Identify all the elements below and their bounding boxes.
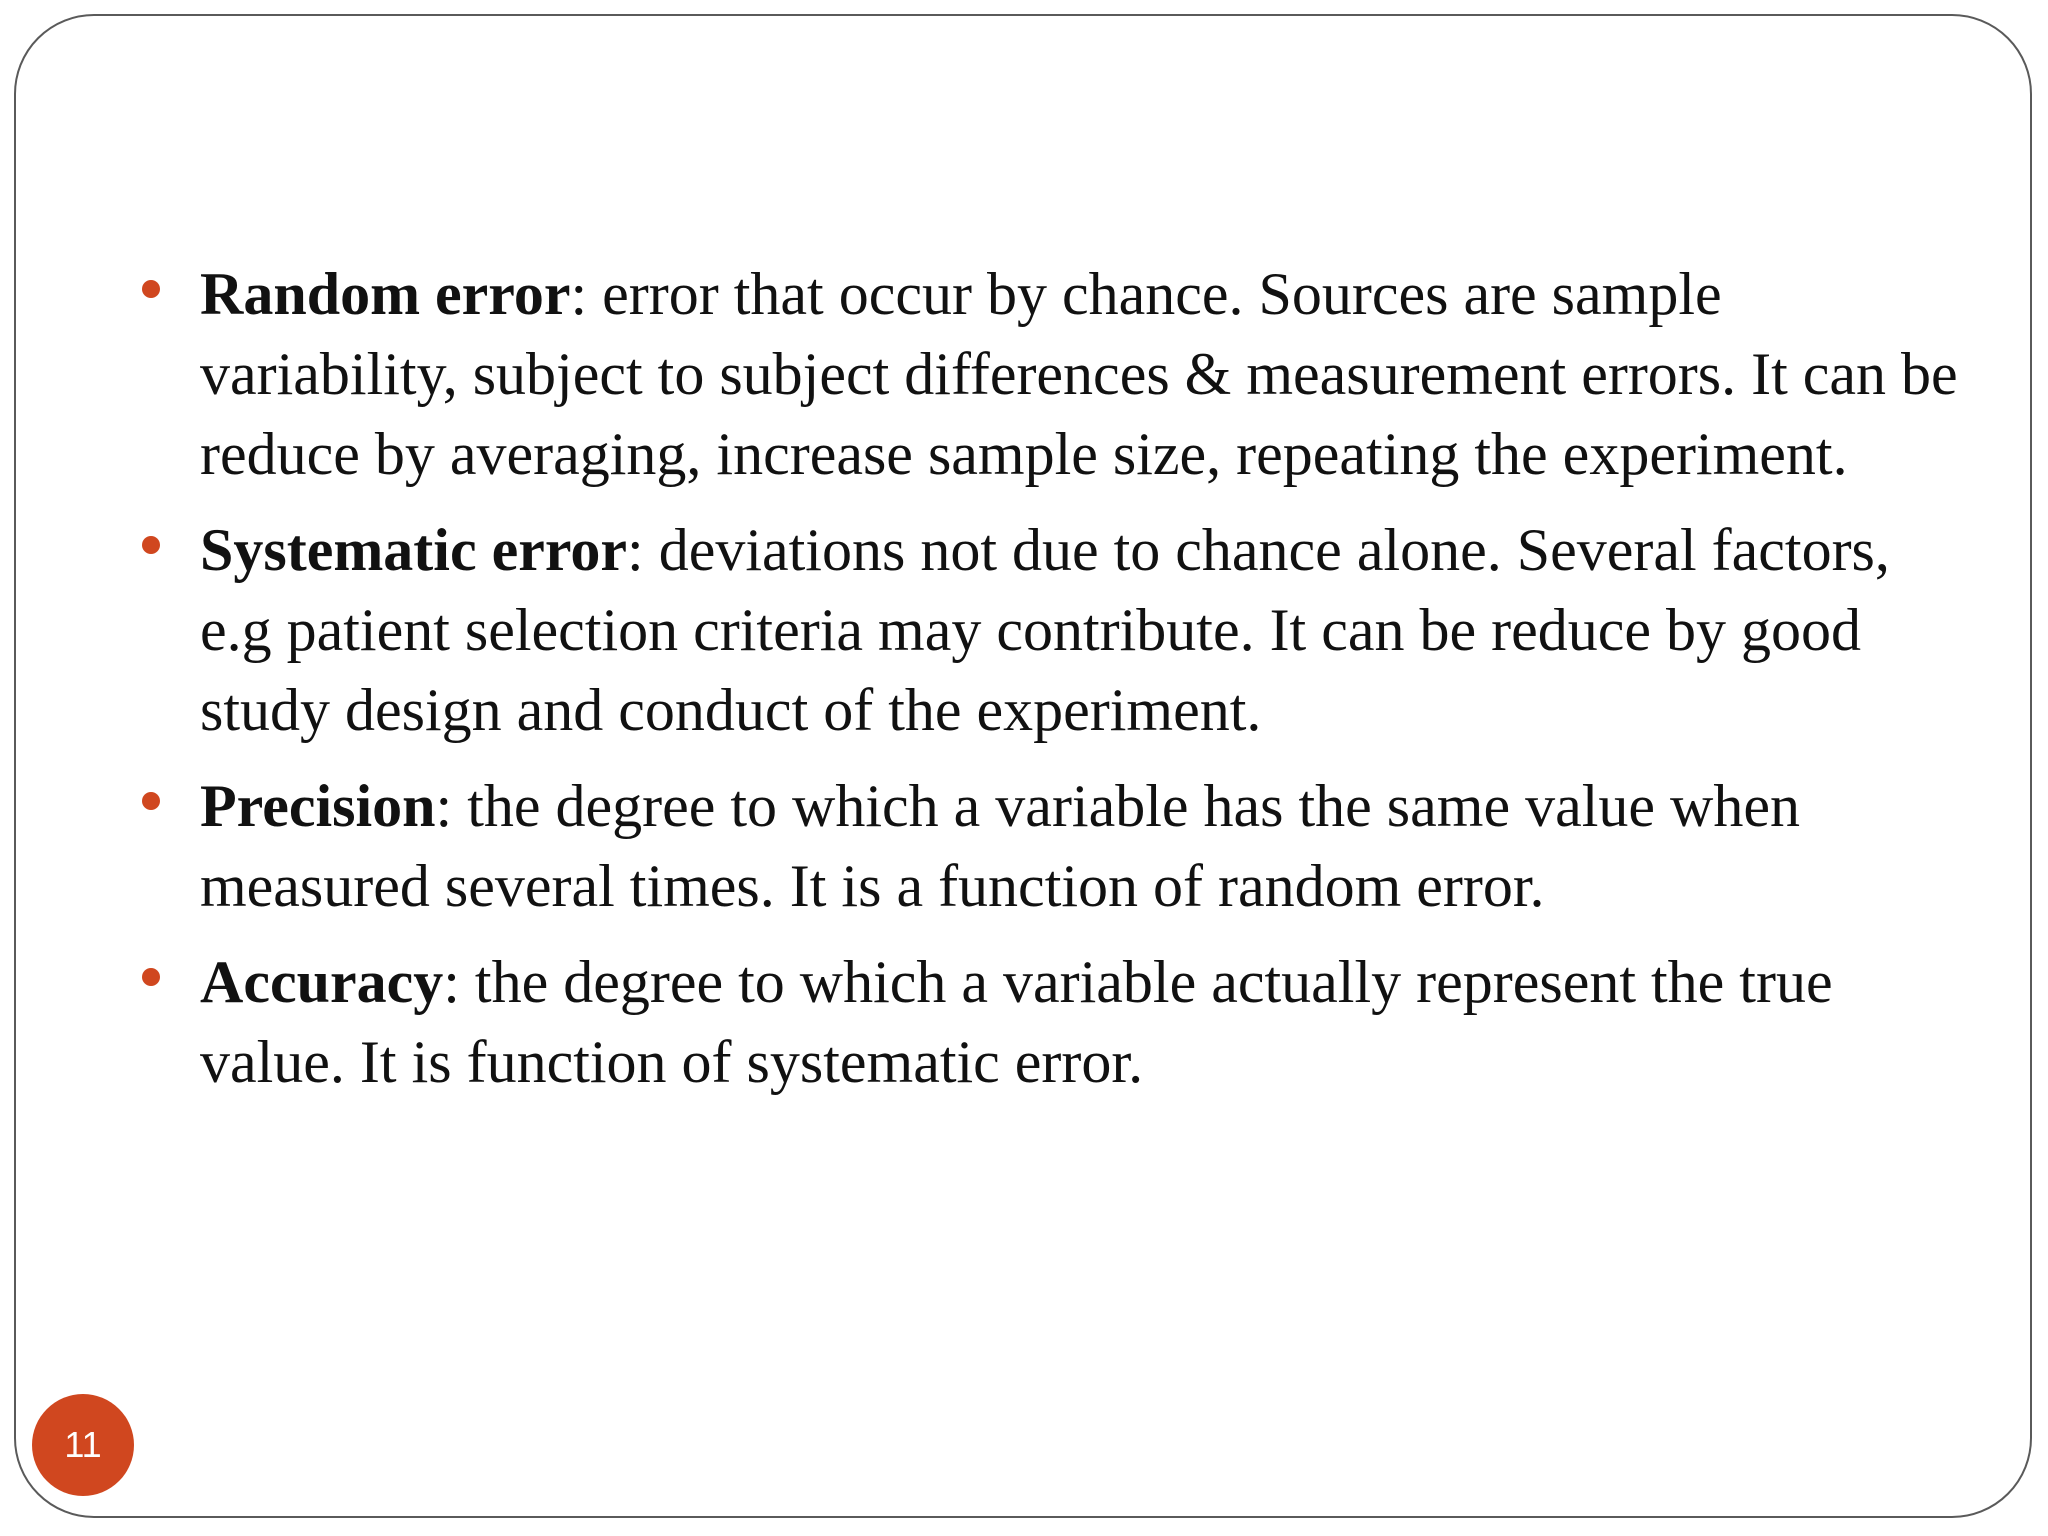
bullet-text: : the degree to which a variable actually represent the true value. It is function of systematic error. [200, 949, 1833, 1095]
slide-frame [14, 14, 2032, 1518]
bullet-text: : the degree to which a variable has the same value when measured several times. It is a function of random error. [200, 773, 1800, 919]
bullet-term: Precision [200, 773, 436, 839]
bullet-dot-icon [142, 280, 160, 298]
bullet-dot-icon [142, 536, 160, 554]
bullet-item-precision [136, 766, 1966, 926]
bullet-text: : deviations not due to chance alone. Several factors, e.g patient selection criteria may contribute. It can be reduce by good study design and conduct of the experiment. [200, 517, 1890, 743]
bullet-item-accuracy [136, 942, 1966, 1102]
bullet-dot-icon [142, 968, 160, 986]
bullet-item-random-error [136, 254, 1966, 494]
bullet-term: Systematic error [200, 517, 628, 583]
bullet-term: Random error [200, 261, 571, 327]
bullet-text: : error that occur by chance. Sources are sample variability, subject to subject differences & measurement errors. It can be reduce by averaging, increase sample size, repeating the experiment. [200, 261, 1958, 487]
bullet-term: Accuracy [200, 949, 444, 1015]
page-number-badge: 11 [32, 1394, 134, 1496]
bullet-list [136, 254, 1966, 1118]
bullet-item-systematic-error [136, 510, 1966, 750]
bullet-dot-icon [142, 792, 160, 810]
